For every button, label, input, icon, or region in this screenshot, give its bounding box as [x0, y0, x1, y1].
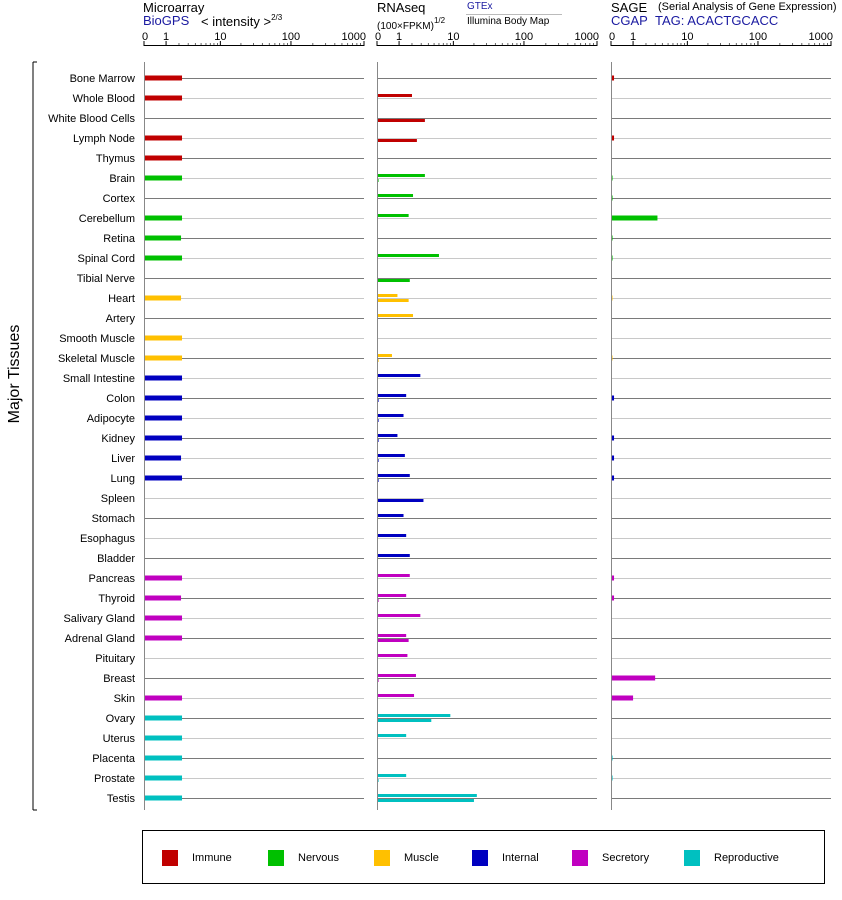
- bar-rnaseq-gtex: [377, 594, 406, 597]
- tissue-label: Thyroid: [98, 593, 135, 605]
- legend-item-reproductive: [684, 850, 779, 866]
- bar-microarray: [144, 376, 182, 381]
- legend-label-muscle: Muscle: [404, 852, 439, 864]
- sage-subtitle: (Serial Analysis of Gene Expression): [658, 1, 837, 13]
- tissue-label: Placenta: [92, 753, 135, 765]
- bar-microarray: [144, 436, 182, 441]
- legend-swatch-reproductive: [684, 850, 700, 866]
- tissue-label: Cerebellum: [78, 213, 135, 225]
- tissue-label: Salivary Gland: [63, 613, 135, 625]
- rnaseq-title: RNAseq: [377, 0, 426, 15]
- bar-rnaseq-gtex: [377, 354, 392, 357]
- microarray-tick-label-10: 10: [214, 31, 227, 43]
- microarray-measure-text: < intensity >: [201, 14, 272, 29]
- tissue-label: Adipocyte: [86, 413, 135, 425]
- bar-rnaseq-gtex: [377, 414, 404, 417]
- legend-swatch-secretory: [572, 850, 588, 866]
- rnaseq-source-gtex: GTEx: [467, 1, 493, 12]
- bar-microarray: [144, 296, 181, 301]
- tissue-label: Pituitary: [95, 653, 135, 665]
- bar-microarray: [144, 176, 182, 181]
- bar-microarray: [144, 696, 182, 701]
- bar-microarray: [144, 596, 181, 601]
- bar-microarray: [144, 236, 181, 241]
- bar-rnaseq-gtex: [377, 614, 420, 617]
- legend-item-nervous: [268, 850, 339, 866]
- sage-tick-label-1: 1: [630, 31, 637, 43]
- bar-rnaseq-gtex: [377, 174, 425, 177]
- tissue-label: Bone Marrow: [69, 73, 135, 85]
- legend-label-immune: Immune: [192, 852, 232, 864]
- tissue-label: White Blood Cells: [48, 113, 135, 125]
- rnaseq-source-ibm: Illumina Body Map: [467, 16, 550, 27]
- bar-rnaseq-gtex: [377, 254, 439, 257]
- y-axis-label: Major Tissues: [6, 324, 23, 424]
- bar-microarray: [144, 776, 182, 781]
- legend-label-internal: Internal: [502, 852, 539, 864]
- bar-rnaseq-ibm: [377, 719, 431, 722]
- bar-microarray: [144, 636, 182, 641]
- legend-item-internal: [472, 850, 539, 866]
- tissue-label: Bladder: [97, 553, 135, 565]
- bar-rnaseq-gtex: [377, 454, 405, 457]
- microarray-tick-label-100: 100: [281, 31, 301, 43]
- tissue-label: Liver: [111, 453, 135, 465]
- bar-microarray: [144, 576, 182, 581]
- sage-title: SAGE: [611, 0, 648, 15]
- bar-microarray: [144, 716, 182, 721]
- rnaseq-tick-label-10: 10: [447, 31, 460, 43]
- tissue-label: Heart: [108, 293, 135, 305]
- bar-rnaseq-ibm: [377, 639, 409, 642]
- tissue-label: Testis: [106, 793, 135, 805]
- tissue-label: Tibial Nerve: [76, 273, 135, 285]
- bar-microarray: [144, 736, 182, 741]
- bar-rnaseq-ibm: [377, 279, 410, 282]
- sage-tick-label-100: 100: [748, 31, 768, 43]
- bar-microarray: [144, 416, 182, 421]
- microarray-tick-label-1: 1: [163, 31, 170, 43]
- legend-label-nervous: Nervous: [298, 852, 339, 864]
- tissue-label: Pancreas: [88, 573, 135, 585]
- bar-rnaseq-gtex: [377, 674, 416, 677]
- legend-swatch-muscle: [374, 850, 390, 866]
- bar-rnaseq-gtex: [377, 94, 412, 97]
- tissue-label: Cortex: [102, 193, 135, 205]
- bar-microarray: [144, 96, 182, 101]
- bar-rnaseq-ibm: [377, 139, 417, 142]
- legend-swatch-nervous: [268, 850, 284, 866]
- bar-rnaseq-gtex: [377, 294, 397, 297]
- tissue-label: Smooth Muscle: [59, 333, 135, 345]
- tissue-label: Colon: [106, 393, 135, 405]
- bar-rnaseq-ibm: [377, 499, 423, 502]
- tissue-label: Breast: [103, 673, 135, 685]
- bar-rnaseq-gtex: [377, 554, 410, 557]
- bar-rnaseq-gtex: [377, 434, 397, 437]
- tissue-label: Skin: [113, 693, 135, 705]
- sage-tag: TAG: ACACTGCACC: [655, 13, 779, 28]
- bar-rnaseq-gtex: [377, 774, 406, 777]
- sage-source: CGAP: [611, 13, 648, 28]
- tissue-label: Lymph Node: [73, 133, 135, 145]
- bar-rnaseq-gtex: [377, 694, 414, 697]
- legend: [142, 830, 825, 884]
- row-lines-layer: [144, 79, 831, 799]
- tissue-label: Ovary: [105, 713, 135, 725]
- tissue-label: Lung: [110, 473, 135, 485]
- microarray-source: BioGPS: [143, 13, 190, 28]
- bar-rnaseq-gtex: [377, 574, 410, 577]
- bar-rnaseq-gtex: [377, 374, 420, 377]
- bar-microarray: [144, 456, 181, 461]
- rnaseq-measure: [377, 17, 445, 32]
- tissue-label: Whole Blood: [72, 93, 135, 105]
- microarray-measure: [201, 14, 282, 28]
- tissue-labels-layer: [48, 73, 136, 805]
- legend-swatch-internal: [472, 850, 488, 866]
- tissue-label: Prostate: [94, 773, 135, 785]
- bar-rnaseq-gtex: [377, 654, 407, 657]
- bar-rnaseq-gtex: [377, 634, 406, 637]
- bar-rnaseq-gtex: [377, 474, 410, 477]
- bar-microarray: [144, 356, 182, 361]
- tissue-label: Brain: [109, 173, 135, 185]
- bar-sage: [611, 216, 657, 221]
- bar-rnaseq-gtex: [377, 514, 404, 517]
- bar-rnaseq-gtex: [377, 534, 406, 537]
- microarray-tick-label-1000: 1000: [341, 31, 366, 43]
- bar-microarray: [144, 216, 182, 221]
- bar-sage: [611, 676, 655, 681]
- bar-microarray: [144, 336, 182, 341]
- rnaseq-source-divider: [466, 14, 562, 15]
- bar-rnaseq-gtex: [377, 734, 406, 737]
- bar-rnaseq-gtex: [377, 194, 413, 197]
- bar-microarray: [144, 76, 182, 81]
- rnaseq-tick-label-1000: 1000: [574, 31, 599, 43]
- microarray-exponent: 2/3: [271, 13, 283, 22]
- bar-microarray: [144, 476, 182, 481]
- bar-rnaseq-ibm: [377, 299, 409, 302]
- legend-label-secretory: Secretory: [602, 852, 650, 864]
- bar-rnaseq-gtex: [377, 214, 409, 217]
- rnaseq-measure-text: (100×FPKM): [377, 21, 434, 32]
- rnaseq-tick-label-100: 100: [514, 31, 534, 43]
- rnaseq-tick-label-0: 0: [375, 31, 382, 43]
- bar-microarray: [144, 616, 182, 621]
- bar-sage: [611, 696, 633, 701]
- tissue-label: Esophagus: [79, 533, 135, 545]
- legend-label-reproductive: Reproductive: [714, 852, 779, 864]
- bar-rnaseq-ibm: [377, 119, 425, 122]
- tissue-label: Thymus: [95, 153, 135, 165]
- bar-rnaseq-ibm: [377, 799, 474, 802]
- bar-microarray: [144, 756, 182, 761]
- legend-item-immune: [162, 850, 232, 866]
- bar-microarray: [144, 156, 182, 161]
- tissue-label: Skeletal Muscle: [57, 353, 135, 365]
- tissue-label: Spinal Cord: [77, 253, 135, 265]
- legend-swatch-immune: [162, 850, 178, 866]
- legend-item-secretory: [572, 850, 649, 866]
- sage-tick-label-1000: 1000: [808, 31, 833, 43]
- bar-rnaseq-gtex: [377, 394, 406, 397]
- rnaseq-tick-label-1: 1: [396, 31, 403, 43]
- bar-rnaseq-gtex: [377, 714, 450, 717]
- bar-rnaseq-gtex: [377, 314, 413, 317]
- tissue-label: Small Intestine: [62, 373, 135, 385]
- tissue-label: Stomach: [91, 513, 135, 525]
- bar-rnaseq-gtex: [377, 794, 477, 797]
- bar-microarray: [144, 256, 182, 261]
- legend-item-muscle: [374, 850, 439, 866]
- microarray-tick-label-0: 0: [142, 31, 149, 43]
- tissue-label: Spleen: [100, 493, 135, 505]
- microarray-title: Microarray: [143, 0, 205, 15]
- tissue-label: Artery: [105, 313, 135, 325]
- bar-microarray: [144, 396, 182, 401]
- sage-tick-label-10: 10: [681, 31, 694, 43]
- tissue-label: Kidney: [101, 433, 135, 445]
- sage-tick-label-0: 0: [609, 31, 616, 43]
- bar-microarray: [144, 796, 182, 801]
- tissue-label: Adrenal Gland: [64, 633, 135, 645]
- rnaseq-exponent: 1/2: [433, 16, 446, 25]
- tissue-label: Uterus: [102, 733, 135, 745]
- bar-microarray: [144, 136, 182, 141]
- tissue-label: Retina: [103, 233, 135, 245]
